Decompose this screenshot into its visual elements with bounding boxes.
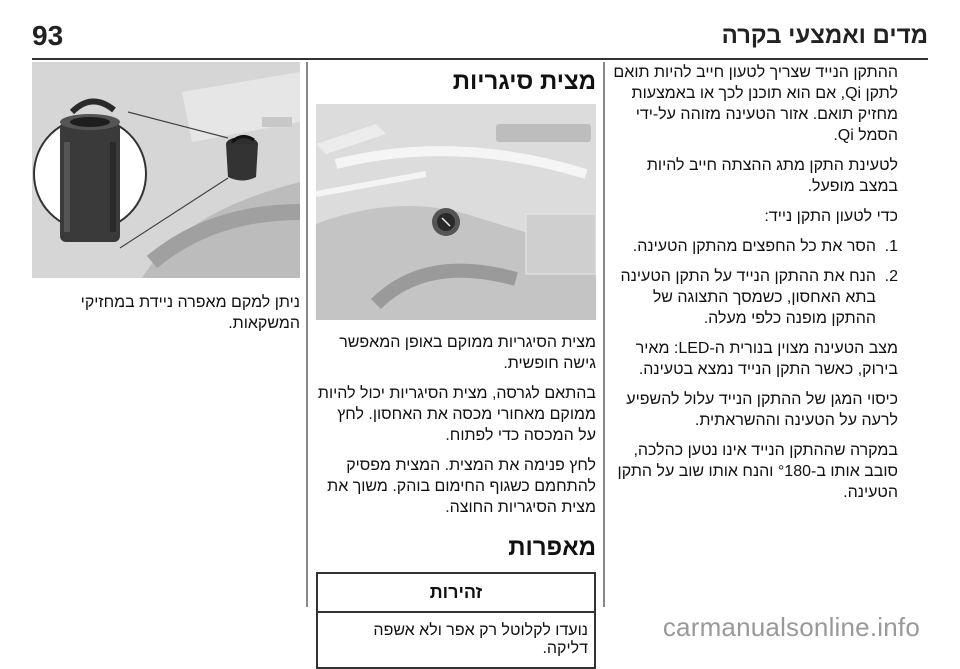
lighter-paragraph-2: בהתאם לגרסה, מצית הסיגריות יכול להיות ממוקם מאחורי מכסה את האחסון. לחץ על המכסה כדי לפתוח. xyxy=(317,385,596,444)
paragraph-led: מצב הטעינה מצוין בנורית ה-LED: מאיר בירוק, כאשר התקן הנייד נמצא בטעינה. xyxy=(635,340,898,378)
step-2-number: 2. xyxy=(884,268,898,285)
watermark-text: carmanualsonline.info xyxy=(662,612,920,642)
step-1-number: 1. xyxy=(884,238,898,255)
caution-text: נועדו לקלוטל רק אפר ולא אשפה דליקה. xyxy=(373,622,588,657)
paragraph-qi: ההתקן הנייד שצריך לטעון חייב להיות תואם לתקן Qi, אם הוא תוכנן לכך או באמצעות מחזיק תואם. אזור הטעינה מזוהה על-ידי הסמל Qi. xyxy=(613,64,898,144)
step-2-text: הנח את ההתקן הנייד על התקן הטעינה בתא האחסון, כשמסך התצוגה של ההתקן מופנה כלפי מעלה. xyxy=(620,268,876,327)
caution-box xyxy=(316,572,596,669)
ashtray-illustration xyxy=(32,62,300,278)
page-number: 93 xyxy=(32,20,64,51)
ashtray-caption: ניתן למקם מאפרה ניידת במחזיקי המשקאות. xyxy=(80,294,300,332)
left-column xyxy=(32,62,300,343)
cigarette-lighter-heading: מצית סיגריות xyxy=(452,68,596,95)
caution-title: זהירות xyxy=(318,574,594,613)
lighter-paragraph-1: מצית הסיגריות ממוקם באופן המאפשר גישה חופשית. xyxy=(339,334,596,372)
step-2 xyxy=(606,266,898,329)
page-header xyxy=(32,14,928,60)
cigarette-lighter-illustration xyxy=(316,104,596,320)
paragraph-how-to: כדי לטעון התקן נייד: xyxy=(764,208,898,225)
column-divider-right xyxy=(603,62,605,607)
middle-column xyxy=(316,62,596,669)
paragraph-rotate: במקרה שההתקן הנייד אינו נטען כהלכה, סובב אותו ב-°180 והנח אותו שוב על התקן הטעינה. xyxy=(617,442,898,501)
lighter-paragraph-3: לחץ פנימה את המצית. המצית מפסיק להתחמם כשגוף החימום בוהק. משוך את מצית הסיגריות החוצה. xyxy=(327,457,596,516)
right-column xyxy=(606,62,898,512)
step-1 xyxy=(606,236,898,257)
column-divider-left xyxy=(306,62,308,607)
ashtray-drawing xyxy=(32,62,300,278)
ashtrays-heading: מאפרות xyxy=(508,534,596,561)
step-1-text: הסר את כל החפצים מהתקן הטעינה. xyxy=(632,238,876,255)
section-title: מדים ואמצעי בקרה xyxy=(721,22,928,49)
paragraph-cover: כיסוי המגן של ההתקן הנייד עלול להשפיע לרעה על הטעינה וההשראתית. xyxy=(626,391,898,429)
cigarette-lighter-drawing xyxy=(316,104,596,320)
paragraph-ignition: לטעינת התקן מתג ההצתה חייב להיות במצב מופעל. xyxy=(646,157,898,195)
